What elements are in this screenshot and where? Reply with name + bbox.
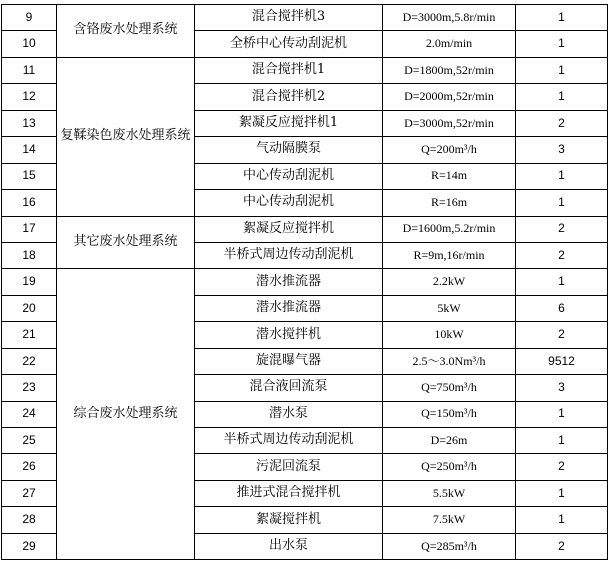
row-number-cell: 9 — [2, 5, 57, 31]
equipment-name-cell: 中心传动刮泥机 — [195, 190, 383, 216]
quantity-cell: 1 — [516, 57, 608, 83]
specification-cell: D=1600m,5.2r/min — [383, 216, 516, 242]
equipment-name-cell: 全桥中心传动刮泥机 — [195, 31, 383, 57]
equipment-name-cell: 推进式混合搅拌机 — [195, 480, 383, 506]
specification-cell: Q=150m³/h — [383, 401, 516, 427]
row-number-cell: 14 — [2, 137, 57, 163]
equipment-name-cell: 絮凝反应搅拌机1 — [195, 110, 383, 136]
equipment-name-cell: 混合搅拌机2 — [195, 84, 383, 110]
specification-cell: 10kW — [383, 322, 516, 348]
equipment-name-cell: 混合液回流泵 — [195, 375, 383, 401]
equipment-name-cell: 中心传动刮泥机 — [195, 163, 383, 189]
row-number-cell: 18 — [2, 242, 57, 268]
table-row — [2, 5, 608, 31]
table-row — [2, 216, 608, 242]
row-number-cell: 15 — [2, 163, 57, 189]
row-number-cell: 24 — [2, 401, 57, 427]
quantity-cell: 1 — [516, 163, 608, 189]
equipment-table — [1, 4, 608, 560]
quantity-cell: 1 — [516, 31, 608, 57]
quantity-cell: 9512 — [516, 348, 608, 374]
equipment-name-cell: 潜水泵 — [195, 401, 383, 427]
equipment-name-cell: 半桥式周边传动刮泥机 — [195, 428, 383, 454]
row-number-cell: 27 — [2, 480, 57, 506]
row-number-cell: 12 — [2, 84, 57, 110]
specification-cell: D=3000m,5.8r/min — [383, 5, 516, 31]
specification-cell: D=26m — [383, 428, 516, 454]
quantity-cell: 2 — [516, 216, 608, 242]
specification-cell: 2.5～3.0Nm³/h — [383, 348, 516, 374]
quantity-cell: 1 — [516, 84, 608, 110]
equipment-name-cell: 絮凝反应搅拌机 — [195, 216, 383, 242]
row-number-cell: 20 — [2, 295, 57, 321]
specification-cell: R=16m — [383, 190, 516, 216]
equipment-name-cell: 旋混曝气器 — [195, 348, 383, 374]
specification-cell: R=14m — [383, 163, 516, 189]
system-name-cell: 复鞣染色废水处理系统 — [57, 57, 195, 216]
quantity-cell: 2 — [516, 533, 608, 559]
row-number-cell: 21 — [2, 322, 57, 348]
specification-cell: 2.0m/min — [383, 31, 516, 57]
equipment-name-cell: 出水泵 — [195, 533, 383, 559]
specification-cell: 5.5kW — [383, 480, 516, 506]
row-number-cell: 11 — [2, 57, 57, 83]
system-name-cell: 其它废水处理系统 — [57, 216, 195, 269]
row-number-cell: 23 — [2, 375, 57, 401]
equipment-name-cell: 污泥回流泵 — [195, 454, 383, 480]
row-number-cell: 16 — [2, 190, 57, 216]
row-number-cell: 19 — [2, 269, 57, 295]
specification-cell: Q=750m³/h — [383, 375, 516, 401]
equipment-name-cell: 半桥式周边传动刮泥机 — [195, 242, 383, 268]
table-row — [2, 57, 608, 83]
specification-cell: D=2000m,52r/min — [383, 84, 516, 110]
system-name-cell: 含铬废水处理系统 — [57, 5, 195, 58]
specification-cell: Q=200m³/h — [383, 137, 516, 163]
quantity-cell: 3 — [516, 137, 608, 163]
specification-cell: R=9m,16r/min — [383, 242, 516, 268]
quantity-cell: 1 — [516, 428, 608, 454]
equipment-name-cell: 混合搅拌机1 — [195, 57, 383, 83]
quantity-cell: 6 — [516, 295, 608, 321]
quantity-cell: 1 — [516, 401, 608, 427]
specification-cell: 5kW — [383, 295, 516, 321]
specification-cell: Q=285m³/h — [383, 533, 516, 559]
specification-cell: 7.5kW — [383, 507, 516, 533]
quantity-cell: 2 — [516, 242, 608, 268]
row-number-cell: 25 — [2, 428, 57, 454]
equipment-name-cell: 絮凝搅拌机 — [195, 507, 383, 533]
quantity-cell: 1 — [516, 190, 608, 216]
specification-cell: 2.2kW — [383, 269, 516, 295]
row-number-cell: 13 — [2, 110, 57, 136]
quantity-cell: 1 — [516, 507, 608, 533]
equipment-name-cell: 潜水推流器 — [195, 295, 383, 321]
row-number-cell: 28 — [2, 507, 57, 533]
quantity-cell: 1 — [516, 5, 608, 31]
row-number-cell: 26 — [2, 454, 57, 480]
specification-cell: D=1800m,52r/min — [383, 57, 516, 83]
equipment-name-cell: 潜水推流器 — [195, 269, 383, 295]
quantity-cell: 2 — [516, 322, 608, 348]
specification-cell: Q=250m³/h — [383, 454, 516, 480]
quantity-cell: 1 — [516, 269, 608, 295]
equipment-name-cell: 潜水搅拌机 — [195, 322, 383, 348]
equipment-name-cell: 混合搅拌机3 — [195, 5, 383, 31]
specification-cell: D=3000m,52r/min — [383, 110, 516, 136]
row-number-cell: 17 — [2, 216, 57, 242]
row-number-cell: 29 — [2, 533, 57, 559]
row-number-cell: 22 — [2, 348, 57, 374]
system-name-cell: 综合废水处理系统 — [57, 269, 195, 560]
equipment-table-body — [2, 5, 608, 560]
quantity-cell: 2 — [516, 110, 608, 136]
row-number-cell: 10 — [2, 31, 57, 57]
table-row — [2, 269, 608, 295]
quantity-cell: 3 — [516, 375, 608, 401]
quantity-cell: 2 — [516, 454, 608, 480]
equipment-name-cell: 气动隔膜泵 — [195, 137, 383, 163]
quantity-cell: 1 — [516, 480, 608, 506]
